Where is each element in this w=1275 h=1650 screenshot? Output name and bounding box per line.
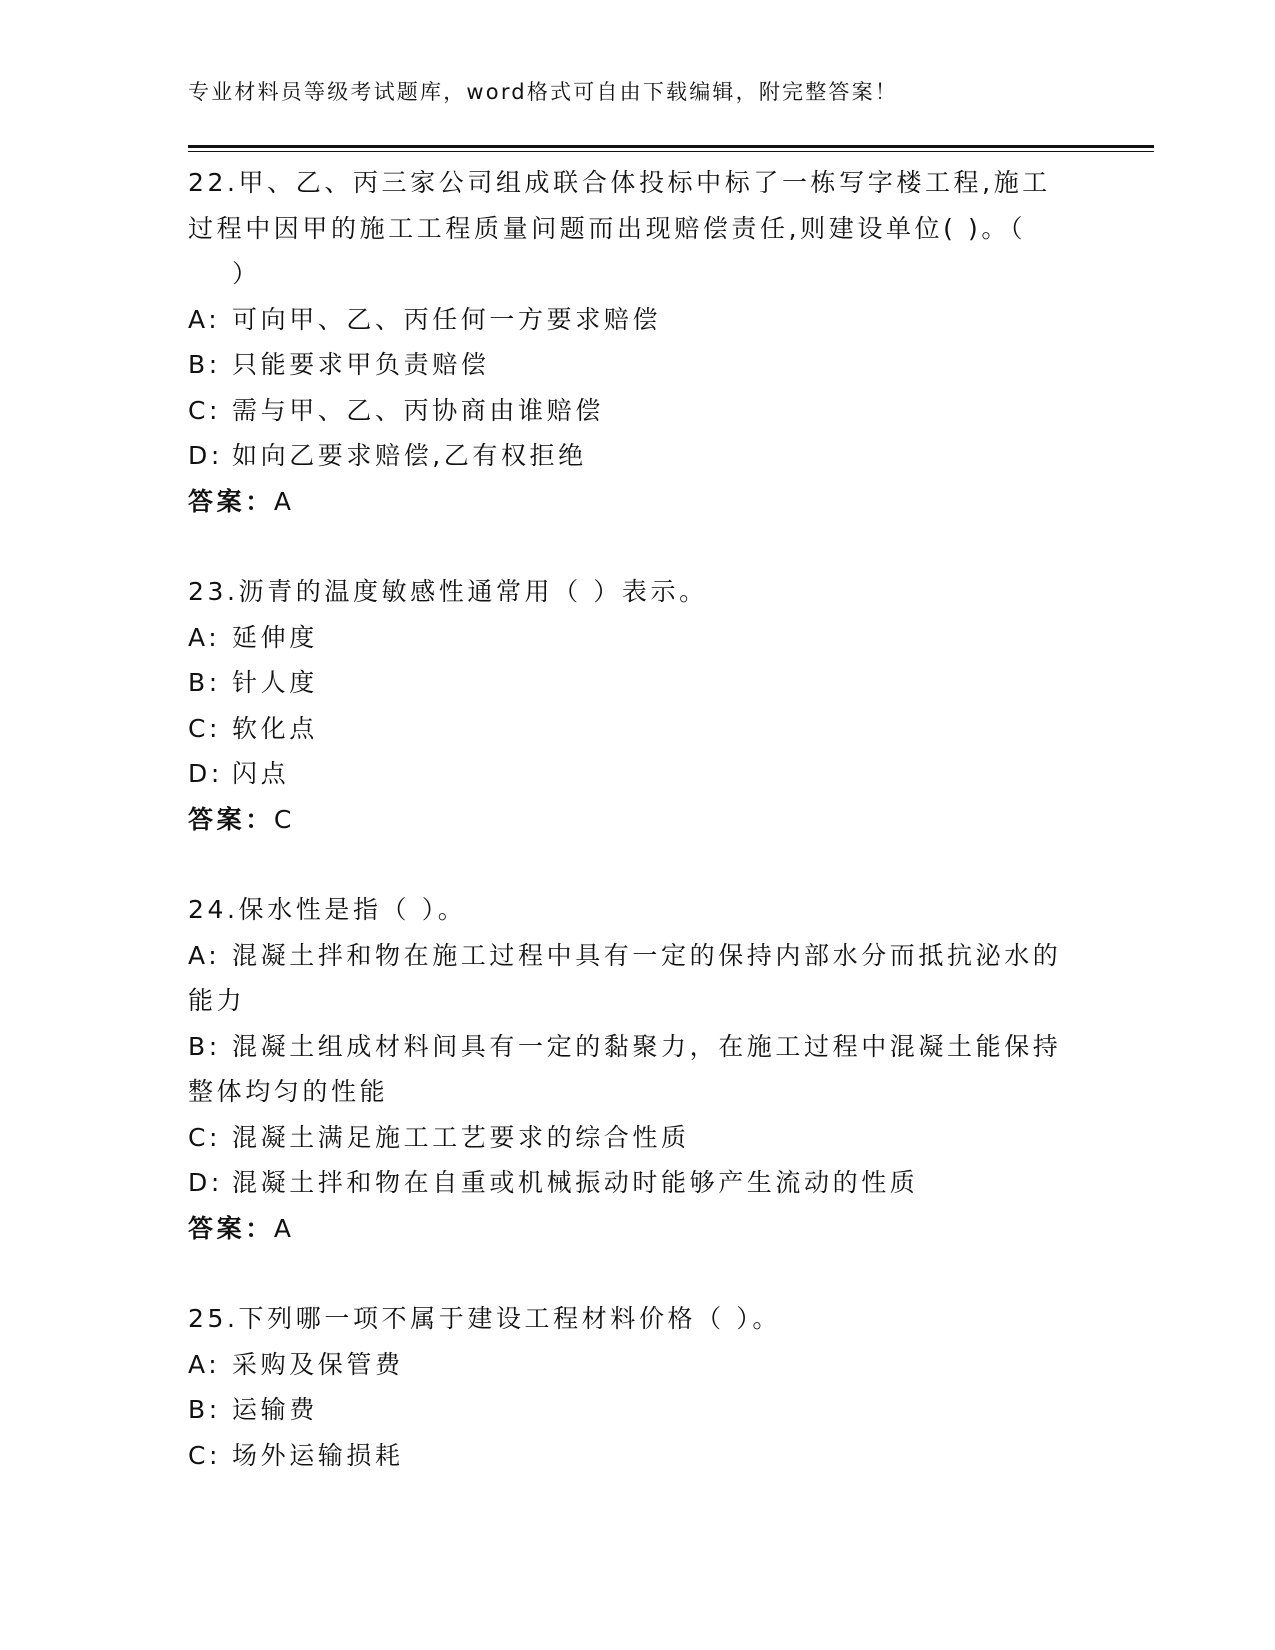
option-text: 场外运输损耗 <box>232 1440 404 1470</box>
question-24 <box>188 887 1068 1251</box>
question-23 <box>188 569 1068 842</box>
answer-value: A <box>273 486 295 516</box>
option-d <box>188 1160 1068 1206</box>
option-text: 软化点 <box>232 713 318 743</box>
option-text: 闪点 <box>232 759 290 788</box>
option-letter: D: <box>188 759 223 788</box>
option-d <box>188 433 1068 479</box>
option-text: 针人度 <box>232 668 318 697</box>
option-letter: B: <box>188 1031 221 1061</box>
option-text-continuation: 能力 <box>188 986 246 1015</box>
answer <box>188 797 1068 843</box>
option-letter: A: <box>188 940 221 970</box>
question-list <box>188 160 1068 1523</box>
option-c <box>188 388 1068 434</box>
option-b <box>188 1387 1068 1433</box>
option-text: 只能要求甲负责赔偿 <box>232 350 490 379</box>
option-a <box>188 1342 1068 1388</box>
question-stem-line: 25.下列哪一项不属于建设工程材料价格（ ）。 <box>188 1304 782 1333</box>
option-b <box>188 660 1068 706</box>
option-letter: A: <box>188 304 221 334</box>
document-header: 专业材料员等级考试题库，word格式可自由下载编辑，附完整答案！ <box>188 80 899 104</box>
header-rule-thick <box>188 145 1154 148</box>
question-stem-line: 24.保水性是指（ ）。 <box>188 895 467 924</box>
option-text: 混凝土满足施工工艺要求的综合性质 <box>232 1122 690 1152</box>
option-d <box>188 751 1068 797</box>
question-22 <box>188 160 1068 524</box>
option-letter: C: <box>188 713 222 743</box>
option-text-continuation: 整体均匀的性能 <box>188 1077 389 1106</box>
option-text: 混凝土组成材料间具有一定的黏聚力，在施工过程中混凝土能保持 <box>232 1031 1062 1061</box>
option-c <box>188 1433 1068 1479</box>
option-letter: B: <box>188 1395 221 1424</box>
answer <box>188 479 1068 525</box>
option-text: 采购及保管费 <box>232 1349 404 1379</box>
option-a <box>188 615 1068 661</box>
option-text: 如向乙要求赔偿,乙有权拒绝 <box>232 441 587 470</box>
option-c <box>188 706 1068 752</box>
answer-label: 答案： <box>188 486 274 516</box>
answer-label: 答案： <box>188 804 274 834</box>
option-letter: A: <box>188 1349 221 1379</box>
option-letter: C: <box>188 395 222 425</box>
answer-label: 答案： <box>188 1213 274 1243</box>
option-letter: C: <box>188 1440 222 1470</box>
option-a <box>188 933 1068 979</box>
answer-value: A <box>273 1213 295 1243</box>
question-25 <box>188 1296 1068 1478</box>
option-text: 运输费 <box>232 1395 318 1424</box>
question-stem-line: 22.甲、乙、丙三家公司组成联合体投标中标了一栋写字楼工程,施工 <box>188 168 1051 197</box>
option-letter: B: <box>188 668 221 697</box>
option-text: 延伸度 <box>232 622 318 652</box>
option-c <box>188 1115 1068 1161</box>
option-text: 需与甲、乙、丙协商由谁赔偿 <box>232 395 604 425</box>
option-letter: D: <box>188 441 223 470</box>
option-text: 混凝土拌和物在施工过程中具有一定的保持内部水分而抵抗泌水的 <box>232 940 1062 970</box>
option-letter: D: <box>188 1168 223 1197</box>
option-b <box>188 342 1068 388</box>
option-letter: B: <box>188 350 221 379</box>
option-letter: C: <box>188 1122 222 1152</box>
option-text: 可向甲、乙、丙任何一方要求赔偿 <box>232 304 662 334</box>
option-b <box>188 1024 1068 1070</box>
question-stem-line: 过程中因甲的施工工程质量问题而出现赔偿责任,则建设单位( )。（ <box>188 213 1027 243</box>
answer <box>188 1206 1068 1252</box>
answer-value: C <box>273 804 295 834</box>
option-letter: A: <box>188 622 221 652</box>
header-rule-thin <box>188 151 1154 152</box>
option-text: 混凝土拌和物在自重或机械振动时能够产生流动的性质 <box>232 1168 919 1197</box>
question-stem-line: ） <box>232 259 261 288</box>
option-a <box>188 297 1068 343</box>
question-stem-line: 23.沥青的温度敏感性通常用（ ）表示。 <box>188 577 708 606</box>
